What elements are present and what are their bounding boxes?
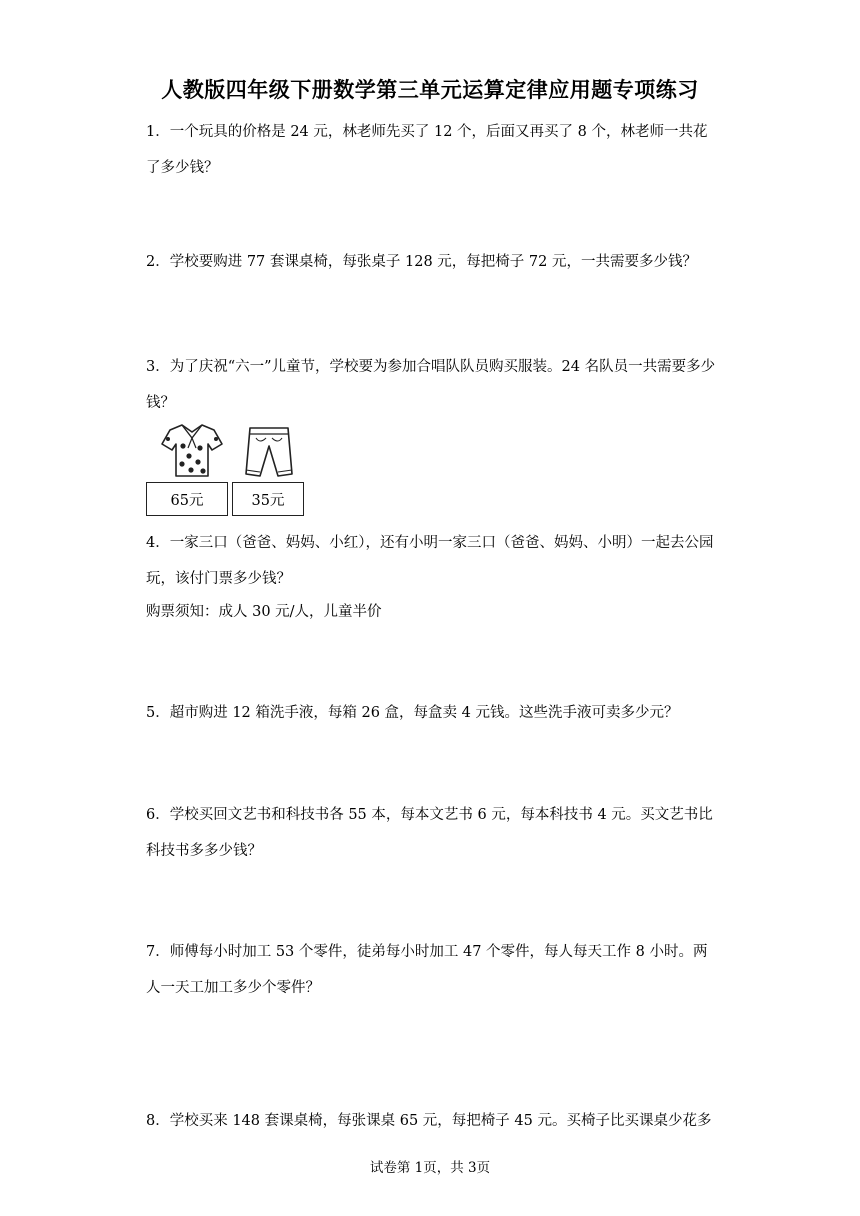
question-8: 8．学校买来 148 套课桌椅，每张课桌 65 元，每把椅子 45 元。买椅子比买课桌少花多	[146, 1113, 712, 1129]
question-1: 1．一个玩具的价格是 24 元，林老师先买了 12 个，后面又再买了 8 个，林老师一共花了多少钱？	[146, 124, 708, 176]
question-6: 6．学校买回文艺书和科技书各 55 本，每本文艺书 6 元，每本科技书 4 元。买文艺书比科技书多多少钱？	[146, 807, 713, 859]
question-7: 7．师傅每小时加工 53 个零件，徒弟每小时加工 47 个零件，每人每天工作 8 小时。两人一天工加工多少个零件？	[146, 944, 708, 996]
question-2: 2．学校要购进 77 套课桌椅，每张桌子 128 元，每把椅子 72 元，一共需要多少钱？	[146, 254, 697, 270]
pants-icon	[238, 422, 300, 480]
page-title: 人教版四年级下册数学第三单元运算定律应用题专项练习	[161, 78, 699, 102]
question-4: 4．一家三口（爸爸、妈妈、小红），还有小明一家三口（爸爸、妈妈、小明）一起去公园玩，该付门票多少钱？	[146, 535, 714, 587]
pants-price-box: 35元	[232, 482, 304, 516]
page-footer: 试卷第 1页，共 3页	[369, 1160, 491, 1176]
ticket-notice: 购票须知：成人 30 元/人，儿童半价	[146, 604, 382, 620]
question-5: 5．超市购进 12 箱洗手液，每箱 26 盒，每盒卖 4 元钱。这些洗手液可卖多少元？	[146, 705, 679, 721]
question-3: 3．为了庆祝“六一”儿童节，学校要为参加合唱队队员购买服装。24 名队员一共需要多少钱？	[146, 359, 716, 411]
shirt-price-box: 65元	[146, 482, 228, 516]
shirt-icon	[156, 422, 228, 480]
